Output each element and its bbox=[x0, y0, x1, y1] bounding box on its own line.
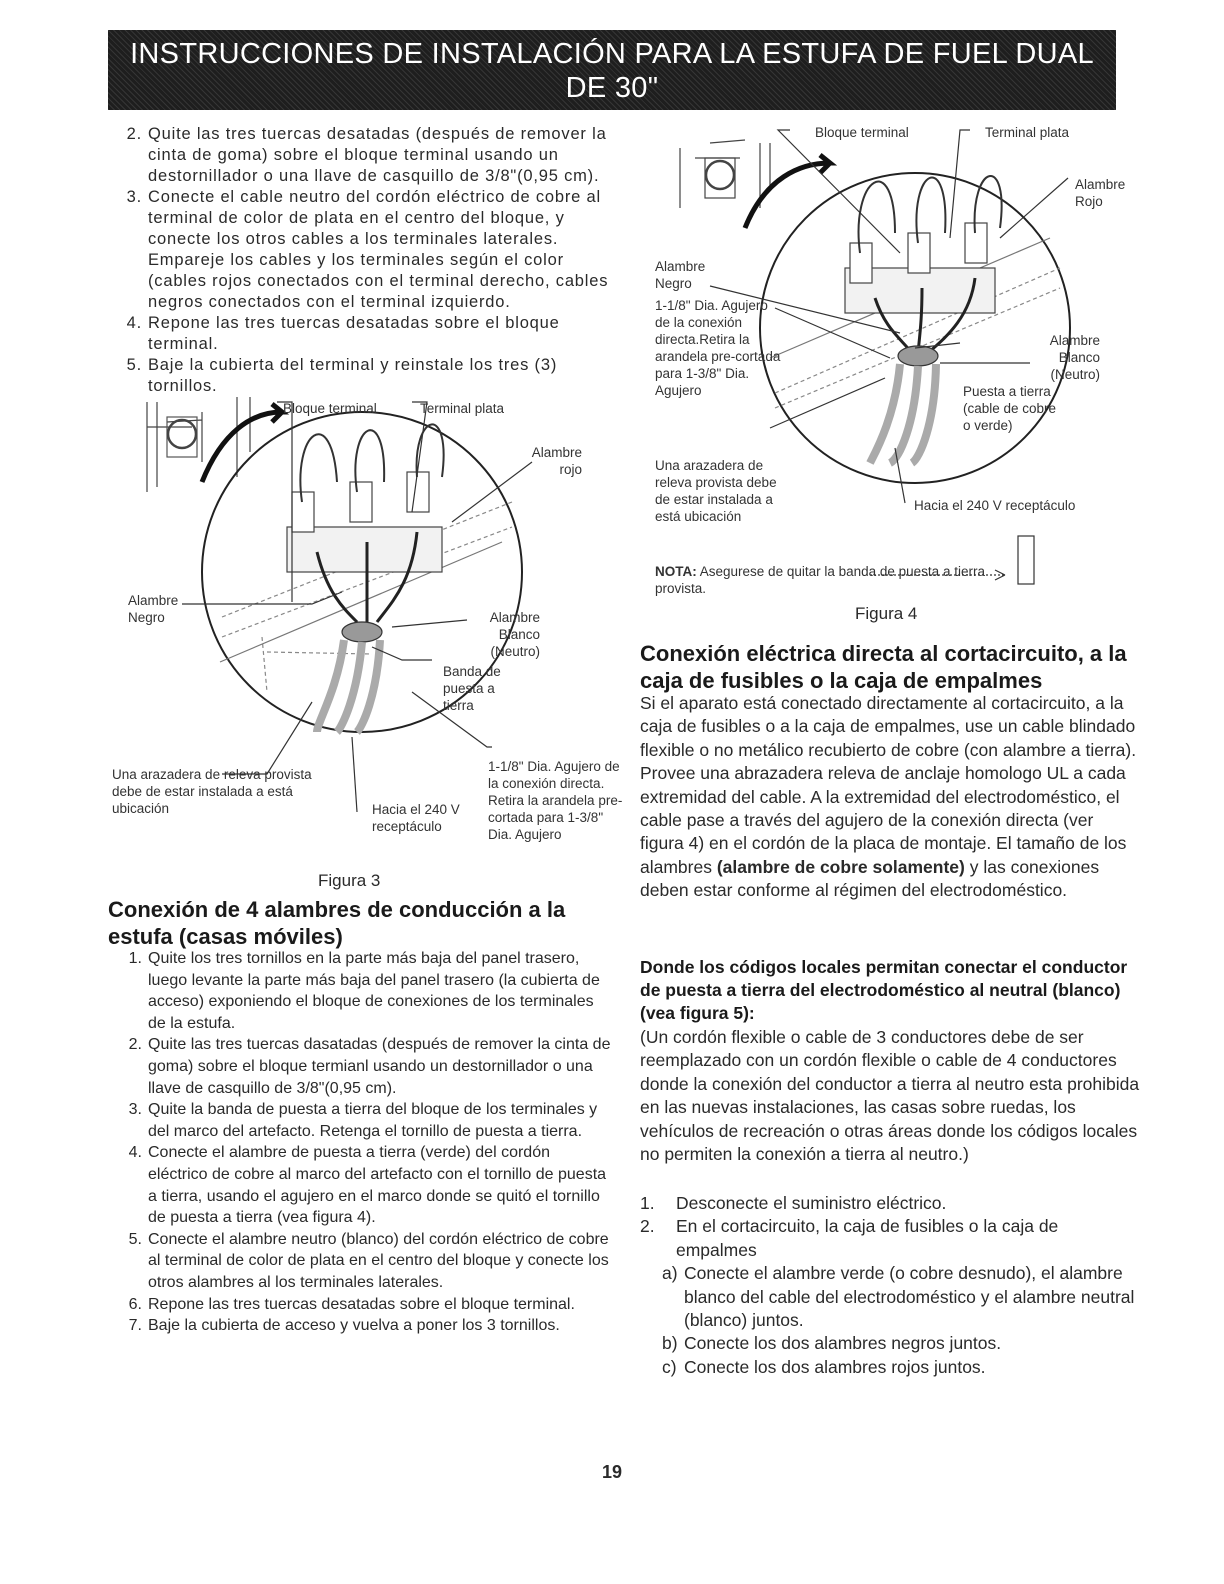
codes-steps bbox=[640, 1192, 1140, 1379]
list-item: 2. En el cortacircuito, la caja de fusibles o la caja de empalmes bbox=[640, 1216, 1059, 1260]
fig4-label-puesta: Puesta a tierra (cable de cobre o verde) bbox=[963, 384, 1057, 433]
list-item: 2. Quite las tres tuercas dasatadas (después de remover la cinta de goma) sobre el bloque termianl usando un destornillador o una llave de casquillo de 3/8"(0,95 cm). bbox=[128, 1036, 611, 1097]
fig3-label-banda: Banda de puesta a tierra bbox=[443, 664, 501, 713]
figure3-caption: Figura 3 bbox=[318, 871, 381, 890]
fig4-label-negro: Alambre Negro bbox=[655, 259, 706, 291]
fig4-label-rojo: Alambre Rojo bbox=[1075, 177, 1126, 209]
list-item: 3. Quite la banda de puesta a tierra del bloque de los terminales y del marco del artefacto. Retenga el tornillo de puesta a tierra. bbox=[128, 1101, 598, 1140]
fig3-label-plata: Terminal plata bbox=[420, 401, 505, 416]
section-title-4-wire: Conexión de 4 alambres de conducción a la estufa (casas móviles) bbox=[108, 897, 566, 949]
fig4-label-agujero: 1-1/8" Dia. Agujero de la conexión directa.Retira la arandela pre-cortada para 1-3/8" Dia. Agujero bbox=[655, 298, 781, 398]
fig4-label-blanco: Alambre Blanco (Neutro) bbox=[1049, 333, 1100, 382]
list-item: 1. Desconecte el suministro eléctrico. bbox=[640, 1193, 947, 1213]
section-title-codes: Donde los códigos locales permitan conectar el conductor de puesta a tierra del electrodoméstico al neutral (blanco) (vea figura 5): bbox=[640, 957, 1128, 1023]
steps-4-wire bbox=[112, 948, 614, 1337]
list-item: 3. Conecte el cable neutro del cordón eléctrico de cobre al terminal de color de plata en el centro del bloque, y conecte los otros cables a los terminales laterales. Empareje los cables y los terminales según el color (cables rojos conectados con el terminal derecho, cables negros conectados con el terminal izquierdo. bbox=[126, 188, 609, 311]
fig3-label-negro: Alambre Negro bbox=[128, 593, 179, 625]
list-item: a) Conecte el alambre verde (o cobre desnudo), el alambre blanco del cable del electrodoméstico y el alambre neutral (blanco) juntos. bbox=[662, 1263, 1135, 1331]
list-item: c) Conecte los dos alambres rojos juntos. bbox=[662, 1356, 986, 1377]
steps-terminal-block bbox=[112, 124, 612, 397]
fig3-label-agujero: 1-1/8" Dia. Agujero de la conexión directa. Retira la arandela pre-cortada para 1-3/8" Dia. Agujero bbox=[488, 759, 623, 842]
fig3-label-hacia: Hacia el 240 V receptáculo bbox=[372, 802, 460, 834]
list-item: 5. Baje la cubierta del terminal y reinstale los tres (3) tornillos. bbox=[126, 356, 558, 395]
fig4-nota: NOTA: Asegurese de quitar la banda de puesta a tierra provista. bbox=[655, 564, 985, 596]
list-item: b) Conecte los dos alambres negros juntos. bbox=[662, 1333, 1002, 1354]
fig4-label-plata: Terminal plata bbox=[985, 125, 1070, 140]
page-number: 19 bbox=[601, 1462, 623, 1482]
figure4-caption: Figura 4 bbox=[855, 604, 918, 623]
fig4-label-arazadera: Una arazadera de releva provista debe de estar instalada a está ubicación bbox=[655, 458, 777, 524]
list-item: 4. Conecte el alambre de puesta a tierra (verde) del cordón eléctrico de cobre al marco del artefacto con el tornillo de puesta a tierra, usando el agujero en el marco donde se quitó el tornillo de puesta a tierra (vea figura 4). bbox=[128, 1144, 607, 1227]
fig3-label-rojo: Alambre rojo bbox=[531, 445, 582, 477]
codes-intro: (Un cordón flexible o cable de 3 conductores debe de ser reemplazado con un cordón flexible o cable de 4 conductores donde la conexión del conductor a tierra al neutro esta prohibida en las nuevas instalaciones, las casas sobre ruedas, los vehículos de recreación o otras áreas donde los códigos locales no permiten la conexión a tierra al neutro.) bbox=[640, 1027, 1140, 1165]
fig3-label-arazadera: Una arazadera de releva provista debe de estar instalada a está ubicación bbox=[112, 767, 312, 816]
section-title-direct: Conexión eléctrica directa al cortacircuito, a la caja de fusibles o la caja de empalmes bbox=[640, 641, 1127, 693]
direct-connection-paragraph: Si el aparato está conectado directamente al cortacircuito, a la caja de fusibles o a la caja de empalmes, use un cable blindado flexible o no metálico recubierto de cobre (con alambre a tierra). Provee una abrazadera releva de anclaje homologo UL a cada extremidad del cable. A la extremidad del electrodoméstico, el cable pase a través del agujero de la conexión directa (ver figura 4) en el cordón de la placa de montaje. El tamaño de los alambres (alambre de cobre solamente) y las conexiones deben estar conforme al régimen del electrodoméstico. bbox=[640, 693, 1137, 901]
list-item: 2. Quite las tres tuercas desatadas (después de remover la cinta de goma) sobre el bloque terminal usando un destornillador o una llave de casquillo de 3/8"(0,95 cm). bbox=[126, 125, 607, 185]
list-item: 5. Conecte el alambre neutro (blanco) del cordón eléctrico de cobre al terminal de color de plata en el centro del bloque y conecte los otros alambres al los terminales laterales. bbox=[128, 1230, 609, 1291]
list-item: 4. Repone las tres tuercas desatadas sobre el bloque terminal. bbox=[126, 314, 560, 353]
page-subtitle: (Para Modelos con un Horno Eléctrico y una Estufa a Gas) bbox=[364, 108, 860, 129]
fig3-label-blanco: Alambre Blanco (Neutro) bbox=[489, 610, 540, 659]
fig4-label-hacia: Hacia el 240 V receptáculo bbox=[914, 498, 1076, 513]
header-banner bbox=[108, 30, 1116, 129]
list-item: 1. Quite los tres tornillos en la parte más baja del panel trasero, luego levante la parte más baja del panel trasero (la cubierta de acceso) exponiendo el bloque de conexiones de los terminales de la estufa. bbox=[128, 950, 600, 1032]
page-title: INSTRUCCIONES DE INSTALACIÓN PARA LA ESTUFA DE FUEL DUAL DE 30" bbox=[130, 38, 1094, 104]
list-item: 6. Repone las tres tuercas desatadas sobre el bloque terminal. bbox=[128, 1295, 575, 1313]
fig3-label-bloque: Bloque terminal bbox=[283, 401, 377, 416]
fig4-label-bloque: Bloque terminal bbox=[815, 125, 909, 140]
list-item: 7. Baje la cubierta de acceso y vuelva a poner los 3 tornillos. bbox=[128, 1317, 560, 1335]
